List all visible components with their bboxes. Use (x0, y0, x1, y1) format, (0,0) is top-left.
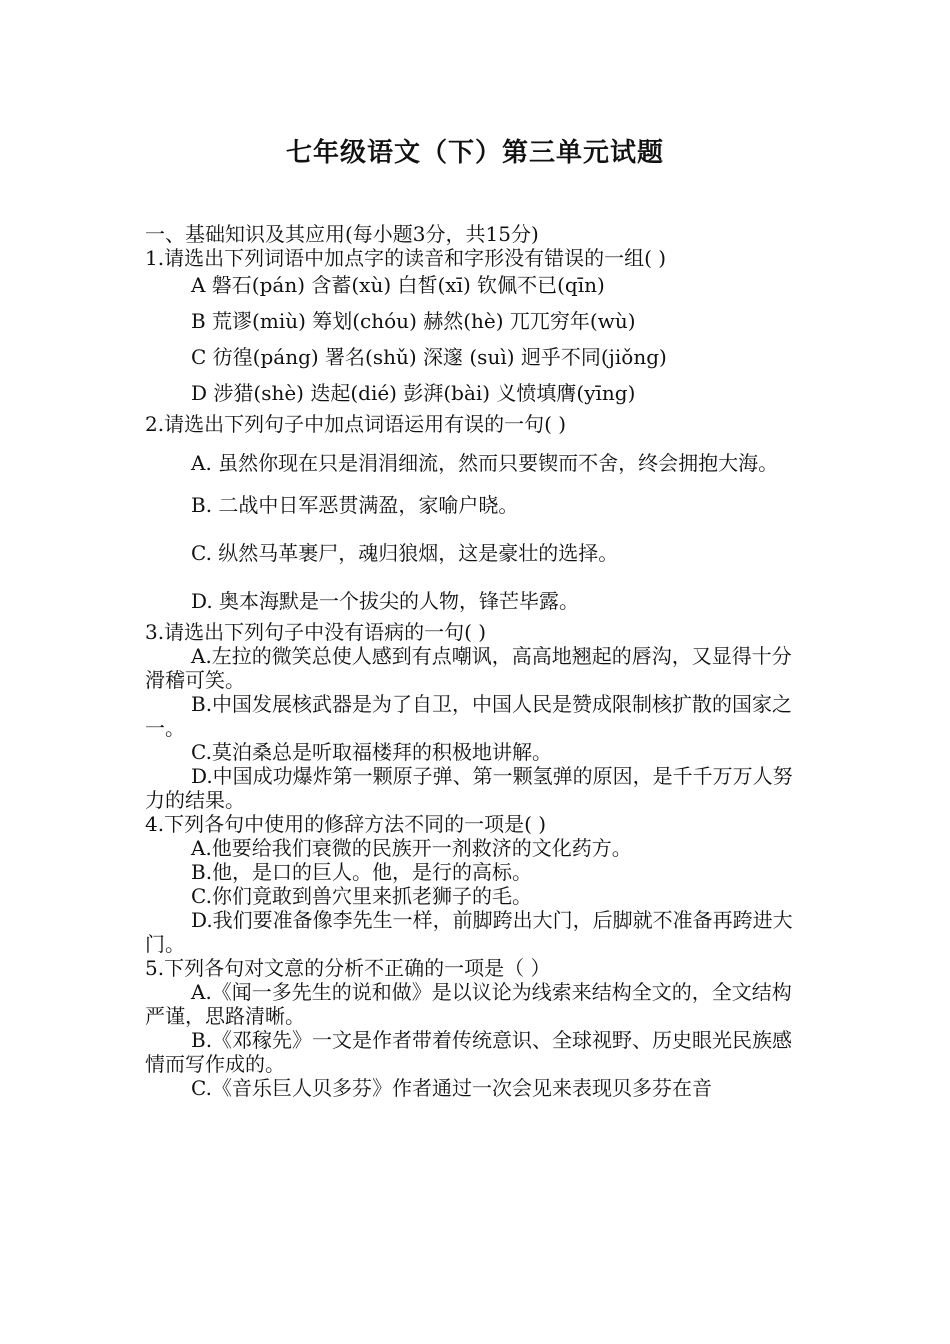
question-3-option-d: D.中国成功爆炸第一颗原子弹、第一颗氢弹的原因，是千千万万人努力的结果。 (145, 764, 793, 812)
question-4-option-b: B.他，是口的巨人。他，是行的高标。 (191, 860, 533, 884)
question-2-option-c: C. 纵然马革裹尸，魂归狼烟，这是豪壮的选择。 (191, 541, 619, 565)
question-1-option-b: B 荒谬(miù) 筹划(chóu) 赫然(hè) 兀兀穷年(wù) (191, 309, 636, 333)
question-4-stem: 4.下列各句中使用的修辞方法不同的一项是( ) (145, 812, 547, 836)
question-5 (145, 956, 810, 1100)
question-3-option-a: A.左拉的微笑总使人感到有点嘲讽，高高地翘起的唇沟，又显得十分滑稽可笑。 (145, 644, 792, 692)
question-3-stem: 3.请选出下列句子中没有语病的一句( ) (145, 620, 487, 644)
question-4-option-a: A.他要给我们衰微的民族开一剂救济的文化药方。 (191, 836, 632, 860)
question-4-option-d: D.我们要准备像李先生一样，前脚跨出大门，后脚就不准备再跨进大门。 (145, 908, 793, 956)
question-5-option-b: B.《邓稼先》一文是作者带着传统意识、全球视野、历史眼光民族感情而写作成的。 (145, 1028, 793, 1076)
question-1-stem: 1.请选出下列词语中加点字的读音和字形没有错误的一组( ) (145, 246, 667, 270)
question-1-option-c: C 彷徨(páng) 署名(shǔ) 深邃 (suì) 迥乎不同(jiǒng) (191, 345, 667, 369)
question-1-option-a: A 磐石(pán) 含蓄(xù) 白皙(xī) 钦佩不已(qīn) (191, 273, 605, 297)
question-4 (145, 812, 810, 956)
question-3-option-c: C.莫泊桑总是听取福楼拜的积极地讲解。 (191, 740, 552, 764)
question-2-option-b: B. 二战中日军恶贯满盈，家喻户晓。 (191, 493, 519, 517)
question-5-stem: 5.下列各句对文意的分析不正确的一项是（ ） (145, 956, 551, 980)
question-2-stem: 2.请选出下列句子中加点词语运用有误的一句( ) (145, 412, 567, 436)
question-5-option-c: C.《音乐巨人贝多芬》作者通过一次会见来表现贝多芬在音 (191, 1076, 712, 1100)
question-4-option-c: C.你们竟敢到兽穴里来抓老狮子的毛。 (191, 884, 532, 908)
question-2 (145, 412, 810, 614)
question-1-option-d: D 涉猎(shè) 迭起(dié) 彭湃(bài) 义愤填膺(yīng) (191, 381, 636, 405)
question-2-option-d: D. 奥本海默是一个拔尖的人物，锋芒毕露。 (191, 589, 580, 613)
question-1 (145, 246, 810, 406)
question-3-option-b: B.中国发展核武器是为了自卫，中国人民是赞成限制核扩散的国家之一。 (145, 692, 793, 740)
question-5-option-a: A.《闻一多先生的说和做》是以议论为线索来结构全文的，全文结构严谨，思路清晰。 (145, 980, 792, 1028)
question-3 (145, 620, 810, 812)
section-heading: 一、基础知识及其应用(每小题3分，共15分) (145, 222, 539, 246)
question-2-option-a: A. 虽然你现在只是涓涓细流，然而只要锲而不舍，终会拥抱大海。 (191, 451, 779, 475)
exam-body (145, 222, 810, 1100)
page-title: 七年级语文（下）第三单元试题 (285, 138, 664, 168)
